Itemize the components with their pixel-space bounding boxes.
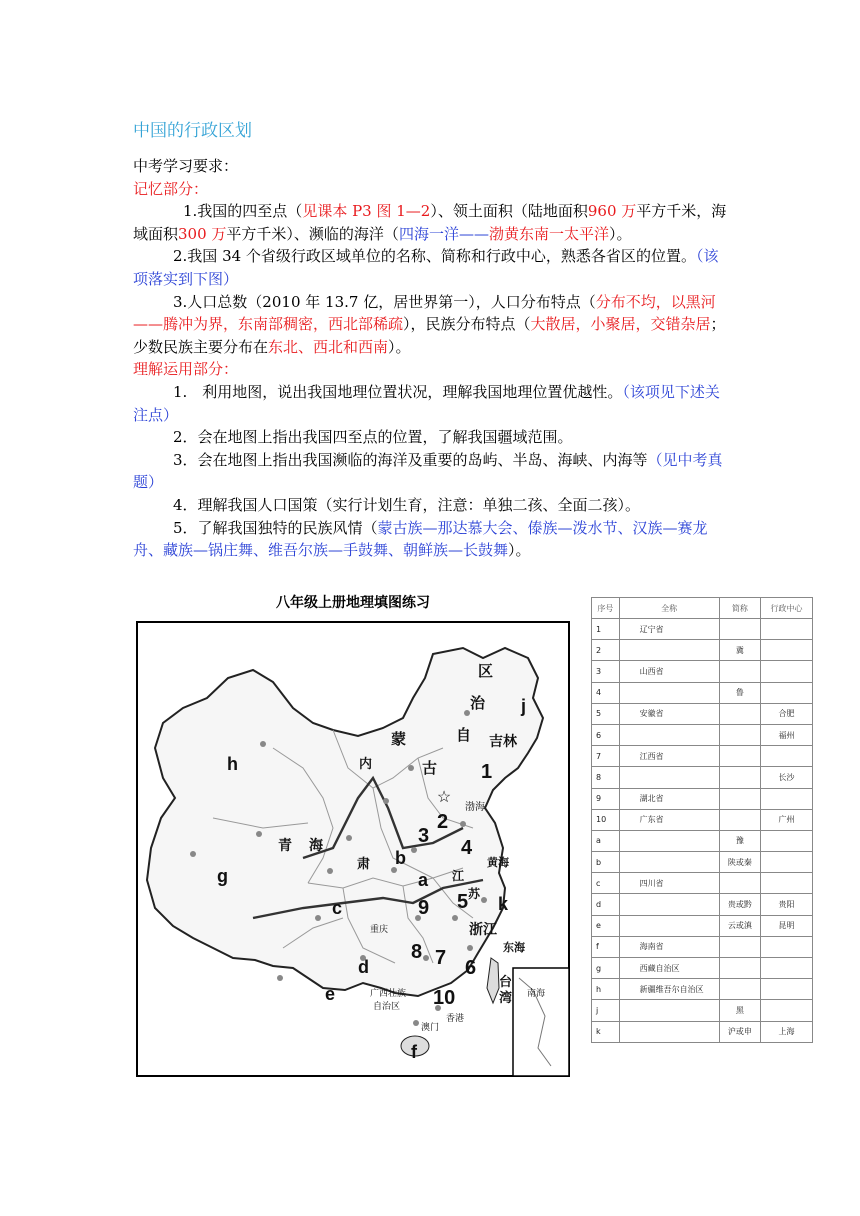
- label-1: 1: [481, 761, 493, 783]
- table-cell: [761, 936, 813, 957]
- label-chongqing: 重庆: [370, 924, 389, 934]
- column-header: 行政中心: [761, 598, 813, 619]
- label-taiwan-2: 湾: [499, 990, 513, 1005]
- table-cell: 8: [592, 767, 620, 788]
- table-cell: 昆明: [761, 915, 813, 936]
- table-row: [592, 936, 813, 957]
- china-map: [133, 618, 573, 1080]
- table-cell: [619, 767, 719, 788]
- table-cell: [719, 788, 760, 809]
- label-zhi: 治: [470, 695, 486, 712]
- column-header: 全称: [619, 598, 719, 619]
- table-cell: k: [592, 1021, 620, 1042]
- table-row: [592, 873, 813, 894]
- table-cell: j: [592, 1000, 620, 1021]
- table-cell: 云或滇: [719, 915, 760, 936]
- label-7: 7: [435, 947, 447, 969]
- label-3: 3: [418, 825, 430, 847]
- table-cell: f: [592, 936, 620, 957]
- label-b: b: [395, 848, 406, 868]
- label-e: e: [325, 984, 336, 1004]
- label-6: 6: [465, 957, 477, 979]
- label-8: 8: [411, 941, 423, 963]
- table-row: [592, 852, 813, 873]
- table-row: [592, 767, 813, 788]
- requirements-heading: 中考学习要求：: [133, 157, 239, 175]
- apply-item-5: 5．了解我国独特的民族风情（蒙古族—那达慕大会、傣族—泼水节、汉族—赛龙舟、藏族—锅庄舞、维吾尔族—手鼓舞、朝鲜族—长鼓舞）。: [133, 518, 708, 560]
- table-cell: [719, 724, 760, 745]
- table-cell: 贵或黔: [719, 894, 760, 915]
- table-cell: [619, 894, 719, 915]
- south-sea-inset: [513, 968, 569, 1076]
- column-header: 简称: [719, 598, 760, 619]
- label-a: a: [418, 870, 429, 890]
- table-cell: 江西省: [619, 746, 719, 767]
- table-cell: [619, 640, 719, 661]
- label-aomen: 澳门: [421, 1022, 440, 1032]
- table-cell: 5: [592, 703, 620, 724]
- label-jiang: 江: [452, 869, 465, 883]
- table-cell: [719, 958, 760, 979]
- table-row: [592, 979, 813, 1000]
- table-cell: [719, 703, 760, 724]
- table-cell: [761, 682, 813, 703]
- table-cell: 西藏自治区: [619, 958, 719, 979]
- label-2: 2: [437, 811, 449, 833]
- table-row: [592, 703, 813, 724]
- table-cell: [619, 915, 719, 936]
- label-donghai: 东海: [503, 942, 525, 954]
- label-huanghai: 黄海: [487, 857, 509, 869]
- table-cell: [619, 682, 719, 703]
- table-cell: 安徽省: [619, 703, 719, 724]
- table-row: [592, 830, 813, 851]
- label-g: g: [217, 866, 228, 886]
- table-cell: 7: [592, 746, 620, 767]
- label-xianggang: 香港: [446, 1013, 465, 1023]
- table-cell: 广东省: [619, 809, 719, 830]
- table-cell: [719, 979, 760, 1000]
- table-cell: 2: [592, 640, 620, 661]
- label-zhejiang: 浙江: [469, 921, 497, 937]
- label-gu: 古: [422, 760, 438, 777]
- label-d: d: [358, 957, 369, 977]
- label-c: c: [332, 898, 343, 918]
- table-cell: g: [592, 958, 620, 979]
- label-k: k: [498, 894, 509, 914]
- label-meng: 蒙: [391, 731, 407, 748]
- table-cell: 豫: [719, 830, 760, 851]
- table-cell: 山西省: [619, 661, 719, 682]
- column-header: 序号: [592, 598, 620, 619]
- table-cell: 四川省: [619, 873, 719, 894]
- table-row: [592, 661, 813, 682]
- table-cell: [761, 1000, 813, 1021]
- label-9: 9: [418, 897, 430, 919]
- label-bohai: 渤海: [465, 802, 485, 813]
- table-cell: 1: [592, 619, 620, 640]
- table-cell: 福州: [761, 724, 813, 745]
- label-j: j: [521, 696, 527, 716]
- label-4: 4: [461, 837, 473, 859]
- province-table: [591, 597, 813, 1043]
- table-cell: 4: [592, 682, 620, 703]
- memory-label: 记忆部分：: [133, 179, 209, 198]
- table-cell: b: [592, 852, 620, 873]
- apply-item-1: 1. 利用地图，说出我国地理位置状况，理解我国地理位置优越性。（该项见下述关注点）: [133, 382, 720, 424]
- memory-item-3: 3.人口总数（2010 年 13.7 亿，居世界第一），人口分布特点（分布不均，以黑河——腾冲为界，东南部稠密，西北部稀疏），民族分布特点（大散居，小聚居，交错杂居；少数民族主要分布在东北、西北和西南）。: [133, 292, 726, 356]
- label-su: 肃: [357, 856, 371, 871]
- table-cell: [761, 619, 813, 640]
- table-cell: 陕或秦: [719, 852, 760, 873]
- table-cell: [619, 1021, 719, 1042]
- label-qu: 区: [478, 663, 494, 680]
- table-cell: e: [592, 915, 620, 936]
- label-h: h: [227, 754, 238, 774]
- table-cell: 6: [592, 724, 620, 745]
- label-guangxi: 广西壮族: [370, 988, 407, 998]
- label-5: 5: [457, 891, 469, 913]
- label-qinghai-2: 海: [309, 837, 323, 853]
- table-cell: [719, 661, 760, 682]
- table-cell: [719, 873, 760, 894]
- apply-label: 理解运用部分：: [133, 360, 239, 379]
- table-header-row: [592, 598, 813, 619]
- table-cell: [719, 746, 760, 767]
- map-title: 八年级上册地理填图练习: [276, 595, 430, 611]
- apply-item-3: 3．会在地图上指出我国濒临的海洋及重要的岛屿、半岛、海峡、内海等（见中考真题）: [133, 450, 723, 492]
- table-row: [592, 1021, 813, 1042]
- table-cell: 海南省: [619, 936, 719, 957]
- table-cell: 冀: [719, 640, 760, 661]
- table-row: [592, 640, 813, 661]
- table-cell: [761, 958, 813, 979]
- table-row: [592, 809, 813, 830]
- label-taiwan-1: 台: [499, 974, 513, 989]
- table-row: [592, 788, 813, 809]
- table-cell: 3: [592, 661, 620, 682]
- table-row: [592, 915, 813, 936]
- table-cell: [761, 746, 813, 767]
- table-cell: 9: [592, 788, 620, 809]
- table-cell: [619, 852, 719, 873]
- table-row: [592, 619, 813, 640]
- apply-item-4: 4．理解我国人口国策（实行计划生育，注意：单独二孩、全面二孩）。: [173, 495, 641, 514]
- memory-item-1: 1.我国的四至点（见课本 P3 图 1—2）、领土面积（陆地面积960 万平方千米，海域面积300 万平方千米）、濒临的海洋（四海一洋——渤黄东南一太平洋）。: [133, 202, 727, 243]
- table-cell: [761, 788, 813, 809]
- table-cell: 辽宁省: [619, 619, 719, 640]
- label-nei: 内: [359, 756, 373, 771]
- table-cell: [619, 1000, 719, 1021]
- table-cell: [719, 936, 760, 957]
- label-10: 10: [433, 987, 456, 1009]
- table-cell: 新疆维吾尔自治区: [619, 979, 719, 1000]
- label-qinghai-1: 青: [278, 837, 292, 853]
- capital-star-icon: ☆: [436, 787, 452, 806]
- apply-item-2: 2．会在地图上指出我国四至点的位置，了解我国疆域范围。: [173, 428, 573, 447]
- table-cell: [719, 767, 760, 788]
- table-cell: 贵阳: [761, 894, 813, 915]
- table-cell: [619, 724, 719, 745]
- table-cell: 鲁: [719, 682, 760, 703]
- table-cell: 黑: [719, 1000, 760, 1021]
- label-jilin: 吉林: [489, 733, 517, 749]
- table-cell: 沪或申: [719, 1021, 760, 1042]
- table-cell: [761, 661, 813, 682]
- label-zizhiqu: 自治区: [373, 1001, 401, 1011]
- memory-item-2: 2.我国 34 个省级行政区域单位的名称、简称和行政中心，熟悉各省区的位置。（该项落实到下图）: [133, 247, 719, 288]
- table-cell: c: [592, 873, 620, 894]
- label-nanhai: 南海: [527, 988, 546, 998]
- table-cell: [761, 873, 813, 894]
- label-zi: 自: [456, 727, 472, 744]
- body-text: [133, 155, 733, 562]
- table-cell: 上海: [761, 1021, 813, 1042]
- table-cell: 广州: [761, 809, 813, 830]
- table-cell: 10: [592, 809, 620, 830]
- table-row: [592, 724, 813, 745]
- table-row: [592, 894, 813, 915]
- table-cell: [719, 619, 760, 640]
- table-cell: a: [592, 830, 620, 851]
- map-exercise: [133, 592, 573, 1080]
- table-cell: [761, 979, 813, 1000]
- table-row: [592, 1000, 813, 1021]
- table-row: [592, 958, 813, 979]
- table-cell: [761, 640, 813, 661]
- label-f: f: [411, 1042, 417, 1062]
- table-cell: 合肥: [761, 703, 813, 724]
- table-cell: [619, 830, 719, 851]
- table-cell: d: [592, 894, 620, 915]
- table-row: [592, 682, 813, 703]
- table-row: [592, 746, 813, 767]
- table-cell: [719, 809, 760, 830]
- table-cell: 长沙: [761, 767, 813, 788]
- table-cell: h: [592, 979, 620, 1000]
- table-cell: [761, 852, 813, 873]
- table-cell: [761, 830, 813, 851]
- label-su2: 苏: [468, 887, 481, 901]
- table-cell: 湖北省: [619, 788, 719, 809]
- page-title: 中国的行政区划: [133, 121, 252, 141]
